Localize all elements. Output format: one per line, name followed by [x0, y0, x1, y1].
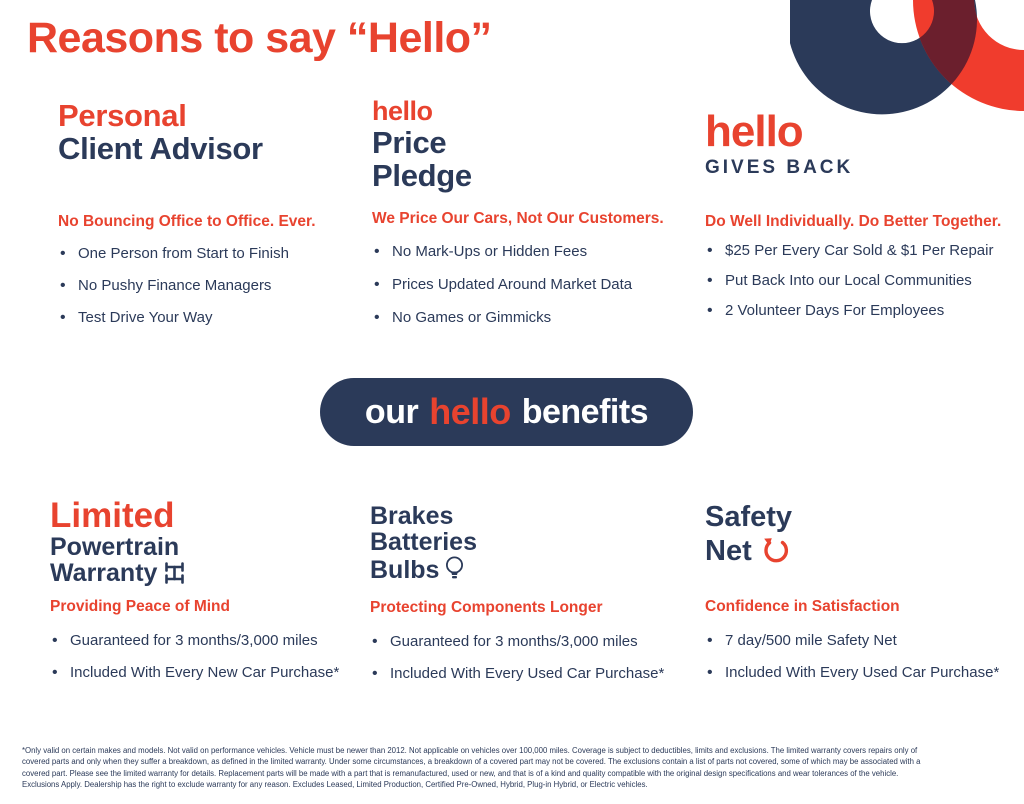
bullet-dot [58, 277, 78, 295]
hello-brand-wordmark: hello [372, 96, 433, 126]
lightbulb-icon [444, 555, 465, 583]
bullet-dot [372, 243, 392, 261]
bullet-text: No Pushy Finance Managers [78, 277, 272, 294]
section-subtitle: Protecting Components Longer [370, 599, 603, 616]
bullet-text: 2 Volunteer Days For Employees [725, 302, 945, 319]
bullet-list [370, 633, 684, 683]
section-hello-gives-back [705, 103, 1023, 332]
bullet-dot [50, 664, 70, 682]
heading-line [50, 560, 364, 586]
bullet-list [705, 242, 1023, 320]
bullet-text: 7 day/500 mile Safety Net [725, 632, 897, 649]
bullet-text: Test Drive Your Way [78, 309, 213, 326]
section-subtitle: Do Well Individually. Do Better Together. [705, 213, 1002, 230]
section-subtitle: No Bouncing Office to Office. Ever. [58, 213, 316, 230]
section-personal-client-advisor [58, 99, 360, 341]
bullet-item [370, 633, 684, 651]
bullet-dot [705, 302, 725, 320]
heading-line [370, 555, 684, 583]
bullet-dot [50, 632, 70, 650]
section-safety-net [705, 500, 1023, 696]
bullet-dot [705, 632, 725, 650]
bullet-item [705, 242, 1023, 260]
bullet-dot [372, 309, 392, 327]
bullet-dot [58, 245, 78, 263]
bullet-text: Included With Every New Car Purchase* [70, 664, 340, 681]
bullet-item [372, 309, 684, 327]
refresh-arrow-icon [760, 535, 791, 566]
bullet-item [58, 277, 360, 295]
heading-text: Bulbs [370, 556, 440, 584]
bullet-text: Put Back Into our Local Communities [725, 272, 972, 289]
heading-line: Brakes [370, 502, 454, 530]
section-limited-powertrain-warranty [50, 497, 364, 696]
powertrain-icon [161, 562, 188, 584]
heading-text: Warranty [50, 559, 158, 587]
bullet-item [705, 632, 1023, 650]
bullet-list [705, 632, 1023, 682]
heading-text: Net [705, 535, 752, 567]
bullet-list [372, 243, 684, 327]
bullet-text: Guaranteed for 3 months/3,000 miles [70, 632, 318, 649]
bullet-text: No Mark-Ups or Hidden Fees [392, 243, 588, 260]
bullet-dot [372, 276, 392, 294]
bullet-text: Guaranteed for 3 months/3,000 miles [390, 633, 638, 650]
bullet-item [705, 272, 1023, 290]
heading-line: Safety [705, 501, 793, 533]
bullet-list [50, 632, 364, 682]
fine-print [22, 745, 1022, 790]
heading-line: Personal [58, 98, 187, 133]
heading-line: Limited [50, 496, 175, 535]
bullet-item [372, 276, 684, 294]
section-subtitle: Confidence in Satisfaction [705, 598, 900, 615]
bullet-dot [705, 664, 725, 682]
bullet-text: Included With Every Used Car Purchase* [390, 665, 665, 682]
heading-line: Price [372, 125, 447, 160]
bullet-text: Included With Every Used Car Purchase* [725, 664, 1000, 681]
hello-brand-wordmark: hello [705, 107, 803, 156]
bullet-dot [705, 242, 725, 260]
heading-line: Batteries [370, 528, 477, 556]
banner-word-our: our [364, 392, 419, 431]
bullet-item [50, 632, 364, 650]
fine-print-line: Exclusions Apply. Dealership has the right to exclude warranty for any reason. Excludes Leased, Limited Production, Certified Pre-Owned, Hybrid, Plug-in Hybrid, or Electric vehicles. [22, 779, 648, 789]
bullet-text: One Person from Start to Finish [78, 245, 289, 262]
heading-line: Powertrain [50, 533, 180, 561]
bullet-dot [370, 633, 390, 651]
bullet-text: Prices Updated Around Market Data [392, 276, 633, 293]
banner-brand-hello: hello [429, 391, 511, 432]
bullet-dot [705, 272, 725, 290]
bullet-item [372, 243, 684, 261]
heading-line: Pledge [372, 158, 472, 193]
fine-print-line: covered parts and only when they suffer a breakdown, as defined in the limited warranty. Under some circumstances, a breakdown of a covered part may not be covered. The exclusions contain a list of parts not covered, some of which may be associated with a [22, 757, 921, 767]
page-title: Reasons to say “Hello” [27, 14, 492, 62]
banner-word-benefits: benefits [521, 392, 649, 431]
section-hello-price-pledge [372, 97, 684, 342]
section-brakes-batteries-bulbs [370, 503, 684, 697]
bullet-list [58, 245, 360, 327]
bullet-dot [58, 309, 78, 327]
fine-print-line: covered part. Please see the limited warranty for details. Replacement parts will be made with a part that is remanufactured, used or new, and that is of a kind and quality compatible with the original design specifications and wear tolerances of the vehicle. [22, 768, 899, 778]
bullet-item [705, 664, 1023, 682]
heading-line: Client Advisor [58, 131, 263, 166]
fine-print-line: *Only valid on certain makes and models. Not valid on performance vehicles. Vehicle must be newer than 2012. Not applicable on vehicles over 100,000 miles. Coverage is subject to deductibles, limits and exclusions. The limited warranty covers repairs only of [22, 746, 918, 755]
bullet-item [58, 309, 360, 327]
section-subtitle: Providing Peace of Mind [50, 598, 230, 615]
bullet-item [50, 664, 364, 682]
bullet-text: No Games or Gimmicks [392, 309, 552, 326]
heading-line [705, 534, 1023, 568]
our-hello-benefits-banner [320, 378, 693, 446]
bullet-dot [370, 665, 390, 683]
bullet-item [58, 245, 360, 263]
bullet-item [705, 302, 1023, 320]
section-subtitle: We Price Our Cars, Not Our Customers. [372, 210, 664, 227]
heading-line: GIVES BACK [705, 157, 854, 178]
bullet-item [370, 665, 684, 683]
bullet-text: $25 Per Every Car Sold & $1 Per Repair [725, 242, 994, 259]
